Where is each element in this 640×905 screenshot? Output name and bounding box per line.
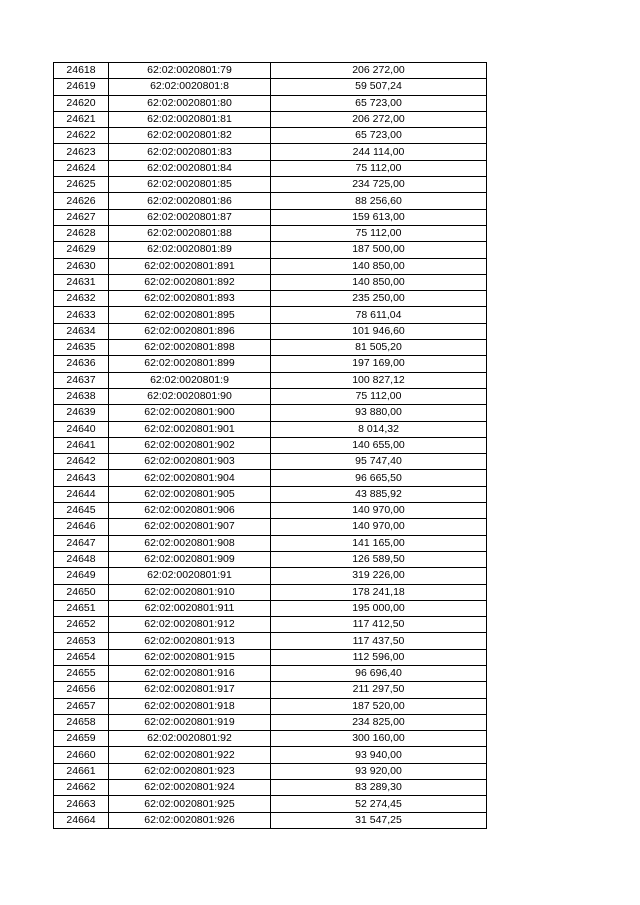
row-number-cell: 24647: [54, 535, 109, 551]
cadastral-number-cell: 62:02:0020801:91: [109, 568, 271, 584]
table-row: [54, 617, 487, 633]
table-row: [54, 160, 487, 176]
cadastral-number-cell: 62:02:0020801:899: [109, 356, 271, 372]
cadastral-value-cell: 93 920,00: [271, 763, 487, 779]
row-number-cell: 24655: [54, 665, 109, 681]
row-number-cell: 24645: [54, 503, 109, 519]
row-number-cell: 24624: [54, 160, 109, 176]
cadastral-number-cell: 62:02:0020801:923: [109, 763, 271, 779]
table-row: [54, 323, 487, 339]
table-row: [54, 340, 487, 356]
table-row: [54, 780, 487, 796]
cadastral-number-cell: 62:02:0020801:88: [109, 225, 271, 241]
cadastral-value-cell: 211 297,50: [271, 682, 487, 698]
row-number-cell: 24663: [54, 796, 109, 812]
cadastral-number-cell: 62:02:0020801:87: [109, 209, 271, 225]
cadastral-number-cell: 62:02:0020801:905: [109, 486, 271, 502]
cadastral-value-cell: 117 412,50: [271, 617, 487, 633]
cadastral-value-cell: 187 520,00: [271, 698, 487, 714]
table-row: [54, 551, 487, 567]
table-row: [54, 307, 487, 323]
cadastral-value-cell: 319 226,00: [271, 568, 487, 584]
table-row: [54, 225, 487, 241]
cadastral-value-cell: 235 250,00: [271, 291, 487, 307]
cadastral-value-cell: 195 000,00: [271, 600, 487, 616]
cadastral-value-cell: 83 289,30: [271, 780, 487, 796]
cadastral-number-cell: 62:02:0020801:895: [109, 307, 271, 323]
cadastral-number-cell: 62:02:0020801:913: [109, 633, 271, 649]
cadastral-number-cell: 62:02:0020801:922: [109, 747, 271, 763]
cadastral-value-cell: 31 547,25: [271, 812, 487, 828]
cadastral-number-cell: 62:02:0020801:918: [109, 698, 271, 714]
cadastral-value-cell: 78 611,04: [271, 307, 487, 323]
table-row: [54, 503, 487, 519]
cadastral-number-cell: 62:02:0020801:906: [109, 503, 271, 519]
cadastral-value-cell: 140 970,00: [271, 503, 487, 519]
table-row: [54, 454, 487, 470]
cadastral-value-cell: 93 940,00: [271, 747, 487, 763]
table-row: [54, 763, 487, 779]
cadastral-value-cell: 141 165,00: [271, 535, 487, 551]
cadastral-number-cell: 62:02:0020801:8: [109, 79, 271, 95]
cadastral-number-cell: 62:02:0020801:904: [109, 470, 271, 486]
row-number-cell: 24662: [54, 780, 109, 796]
row-number-cell: 24635: [54, 340, 109, 356]
table-row: [54, 177, 487, 193]
table-row: [54, 193, 487, 209]
row-number-cell: 24643: [54, 470, 109, 486]
cadastral-value-cell: 234 725,00: [271, 177, 487, 193]
cadastral-number-cell: 62:02:0020801:84: [109, 160, 271, 176]
cadastral-value-cell: 234 825,00: [271, 714, 487, 730]
row-number-cell: 24621: [54, 111, 109, 127]
table-row: [54, 421, 487, 437]
row-number-cell: 24633: [54, 307, 109, 323]
row-number-cell: 24637: [54, 372, 109, 388]
cadastral-number-cell: 62:02:0020801:79: [109, 63, 271, 79]
row-number-cell: 24661: [54, 763, 109, 779]
row-number-cell: 24642: [54, 454, 109, 470]
cadastral-number-cell: 62:02:0020801:911: [109, 600, 271, 616]
cadastral-number-cell: 62:02:0020801:919: [109, 714, 271, 730]
row-number-cell: 24622: [54, 128, 109, 144]
cadastral-value-cell: 100 827,12: [271, 372, 487, 388]
table-row: [54, 682, 487, 698]
cadastral-value-cell: 8 014,32: [271, 421, 487, 437]
table-row: [54, 128, 487, 144]
cadastral-value-cell: 178 241,18: [271, 584, 487, 600]
cadastral-value-cell: 59 507,24: [271, 79, 487, 95]
table-row: [54, 796, 487, 812]
table-row: [54, 209, 487, 225]
row-number-cell: 24638: [54, 388, 109, 404]
row-number-cell: 24650: [54, 584, 109, 600]
table-row: [54, 144, 487, 160]
row-number-cell: 24627: [54, 209, 109, 225]
cadastral-number-cell: 62:02:0020801:893: [109, 291, 271, 307]
cadastral-value-cell: 65 723,00: [271, 128, 487, 144]
row-number-cell: 24629: [54, 242, 109, 258]
row-number-cell: 24634: [54, 323, 109, 339]
cadastral-number-cell: 62:02:0020801:891: [109, 258, 271, 274]
table-row: [54, 519, 487, 535]
table-row: [54, 731, 487, 747]
row-number-cell: 24628: [54, 225, 109, 241]
row-number-cell: 24646: [54, 519, 109, 535]
cadastral-number-cell: 62:02:0020801:912: [109, 617, 271, 633]
cadastral-number-cell: 62:02:0020801:82: [109, 128, 271, 144]
cadastral-value-cell: 206 272,00: [271, 63, 487, 79]
cadastral-number-cell: 62:02:0020801:90: [109, 388, 271, 404]
cadastral-value-cell: 244 114,00: [271, 144, 487, 160]
row-number-cell: 24652: [54, 617, 109, 633]
cadastral-number-cell: 62:02:0020801:9: [109, 372, 271, 388]
cadastral-value-cell: 140 655,00: [271, 437, 487, 453]
row-number-cell: 24656: [54, 682, 109, 698]
table-row: [54, 242, 487, 258]
cadastral-number-cell: 62:02:0020801:916: [109, 665, 271, 681]
table-row: [54, 649, 487, 665]
cadastral-value-cell: 159 613,00: [271, 209, 487, 225]
row-number-cell: 24649: [54, 568, 109, 584]
row-number-cell: 24644: [54, 486, 109, 502]
table-row: [54, 372, 487, 388]
cadastral-number-cell: 62:02:0020801:89: [109, 242, 271, 258]
cadastral-number-cell: 62:02:0020801:901: [109, 421, 271, 437]
table-row: [54, 584, 487, 600]
cadastral-number-cell: 62:02:0020801:907: [109, 519, 271, 535]
cadastral-number-cell: 62:02:0020801:915: [109, 649, 271, 665]
table-row: [54, 535, 487, 551]
row-number-cell: 24625: [54, 177, 109, 193]
cadastral-value-cell: 126 589,50: [271, 551, 487, 567]
table-row: [54, 714, 487, 730]
row-number-cell: 24659: [54, 731, 109, 747]
cadastral-value-cell: 140 850,00: [271, 258, 487, 274]
table-row: [54, 405, 487, 421]
row-number-cell: 24651: [54, 600, 109, 616]
cadastral-number-cell: 62:02:0020801:83: [109, 144, 271, 160]
cadastral-value-cell: 117 437,50: [271, 633, 487, 649]
table-row: [54, 95, 487, 111]
cadastral-value-cell: 65 723,00: [271, 95, 487, 111]
cadastral-number-cell: 62:02:0020801:910: [109, 584, 271, 600]
table-row: [54, 111, 487, 127]
cadastral-value-cell: 300 160,00: [271, 731, 487, 747]
cadastral-value-cell: 52 274,45: [271, 796, 487, 812]
row-number-cell: 24664: [54, 812, 109, 828]
cadastral-number-cell: 62:02:0020801:892: [109, 274, 271, 290]
row-number-cell: 24630: [54, 258, 109, 274]
cadastral-value-cell: 206 272,00: [271, 111, 487, 127]
table-row: [54, 470, 487, 486]
table-row: [54, 600, 487, 616]
table-row: [54, 633, 487, 649]
cadastral-value-cell: 43 885,92: [271, 486, 487, 502]
cadastral-value-cell: 75 112,00: [271, 160, 487, 176]
row-number-cell: 24648: [54, 551, 109, 567]
cadastral-number-cell: 62:02:0020801:900: [109, 405, 271, 421]
row-number-cell: 24657: [54, 698, 109, 714]
cadastral-value-cell: 140 970,00: [271, 519, 487, 535]
cadastral-number-cell: 62:02:0020801:925: [109, 796, 271, 812]
cadastral-value-cell: 112 596,00: [271, 649, 487, 665]
table-row: [54, 291, 487, 307]
cadastral-number-cell: 62:02:0020801:909: [109, 551, 271, 567]
row-number-cell: 24658: [54, 714, 109, 730]
cadastral-number-cell: 62:02:0020801:908: [109, 535, 271, 551]
row-number-cell: 24653: [54, 633, 109, 649]
table-row: [54, 388, 487, 404]
cadastral-number-cell: 62:02:0020801:898: [109, 340, 271, 356]
row-number-cell: 24618: [54, 63, 109, 79]
table-row: [54, 274, 487, 290]
table-row: [54, 698, 487, 714]
cadastral-value-cell: 95 747,40: [271, 454, 487, 470]
cadastral-number-cell: 62:02:0020801:86: [109, 193, 271, 209]
table-row: [54, 63, 487, 79]
cadastral-number-cell: 62:02:0020801:896: [109, 323, 271, 339]
cadastral-number-cell: 62:02:0020801:924: [109, 780, 271, 796]
table-row: [54, 356, 487, 372]
table-row: [54, 568, 487, 584]
row-number-cell: 24639: [54, 405, 109, 421]
cadastral-number-cell: 62:02:0020801:917: [109, 682, 271, 698]
row-number-cell: 24631: [54, 274, 109, 290]
cadastral-value-cell: 88 256,60: [271, 193, 487, 209]
row-number-cell: 24640: [54, 421, 109, 437]
row-number-cell: 24620: [54, 95, 109, 111]
cadastral-number-cell: 62:02:0020801:92: [109, 731, 271, 747]
cadastral-value-cell: 101 946,60: [271, 323, 487, 339]
cadastral-value-cell: 81 505,20: [271, 340, 487, 356]
row-number-cell: 24654: [54, 649, 109, 665]
row-number-cell: 24623: [54, 144, 109, 160]
cadastral-value-cell: 75 112,00: [271, 225, 487, 241]
cadastral-value-table: [53, 62, 487, 829]
cadastral-value-cell: 96 696,40: [271, 665, 487, 681]
cadastral-value-cell: 187 500,00: [271, 242, 487, 258]
table-body: [54, 63, 487, 829]
row-number-cell: 24660: [54, 747, 109, 763]
table-row: [54, 437, 487, 453]
row-number-cell: 24626: [54, 193, 109, 209]
table-row: [54, 812, 487, 828]
cadastral-number-cell: 62:02:0020801:81: [109, 111, 271, 127]
row-number-cell: 24641: [54, 437, 109, 453]
cadastral-number-cell: 62:02:0020801:80: [109, 95, 271, 111]
cadastral-number-cell: 62:02:0020801:85: [109, 177, 271, 193]
cadastral-value-cell: 96 665,50: [271, 470, 487, 486]
table-row: [54, 79, 487, 95]
table-row: [54, 665, 487, 681]
row-number-cell: 24632: [54, 291, 109, 307]
cadastral-value-cell: 75 112,00: [271, 388, 487, 404]
row-number-cell: 24636: [54, 356, 109, 372]
cadastral-value-cell: 140 850,00: [271, 274, 487, 290]
cadastral-value-cell: 93 880,00: [271, 405, 487, 421]
table-row: [54, 747, 487, 763]
row-number-cell: 24619: [54, 79, 109, 95]
cadastral-number-cell: 62:02:0020801:902: [109, 437, 271, 453]
table-row: [54, 486, 487, 502]
table-row: [54, 258, 487, 274]
cadastral-number-cell: 62:02:0020801:903: [109, 454, 271, 470]
cadastral-value-cell: 197 169,00: [271, 356, 487, 372]
cadastral-number-cell: 62:02:0020801:926: [109, 812, 271, 828]
